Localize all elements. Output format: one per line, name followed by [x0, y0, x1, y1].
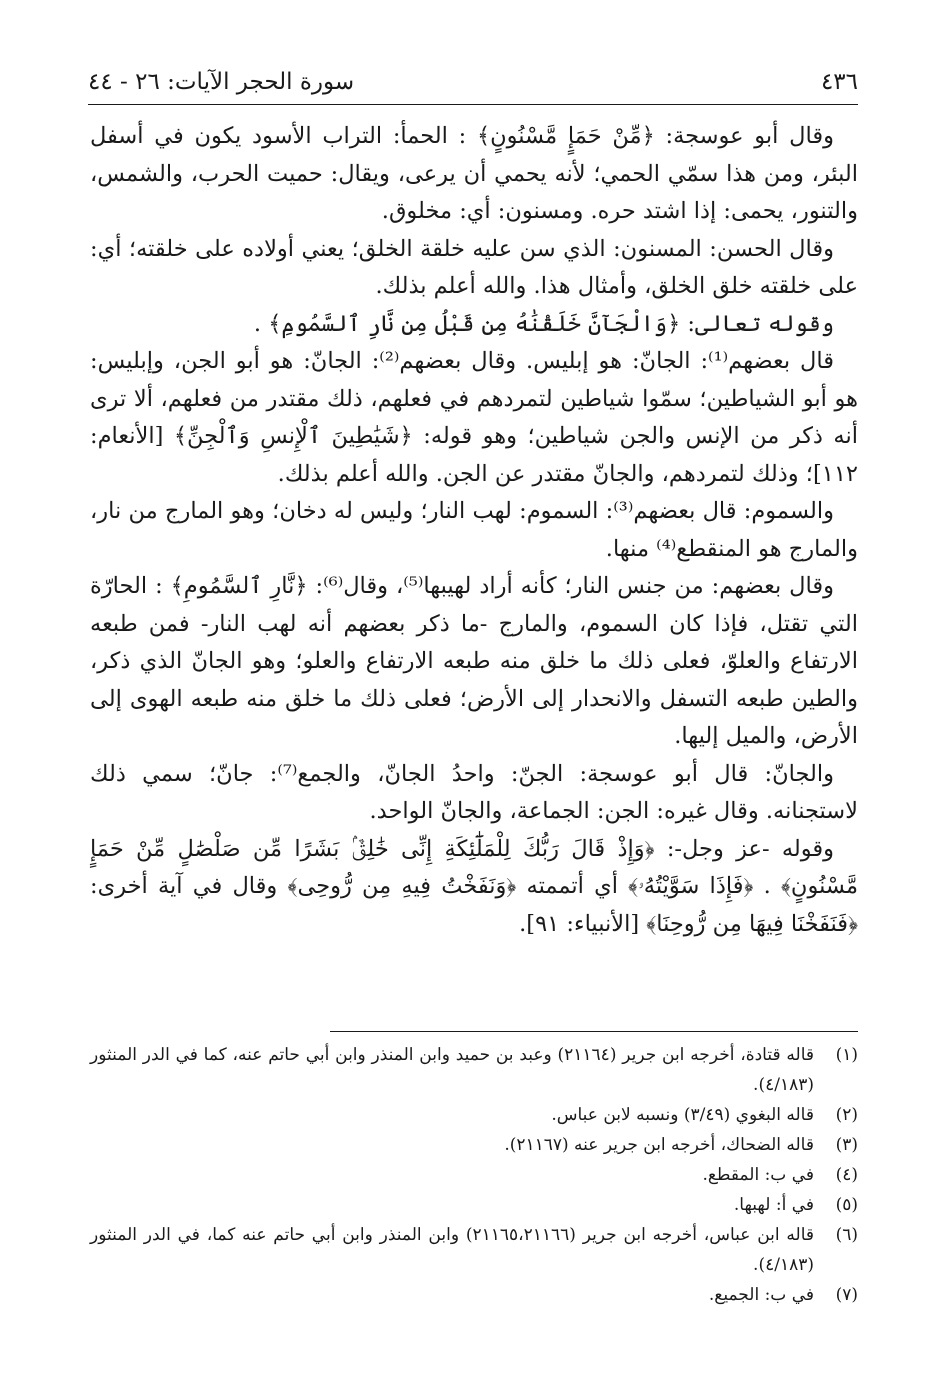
footnote-text: في ب: المقطع. — [702, 1165, 814, 1185]
footnote — [90, 1130, 858, 1160]
footnote-number: (٤) — [835, 1165, 858, 1185]
footnote-number: (٦) — [835, 1225, 858, 1245]
paragraph: وقال الحسن: المسنون: الذي سن عليه خلقة الخلق؛ يعني أولاده على خلقته؛ أي: على خلقته خلق الخلق، وأمثال هذا. والله أعلم بذلك. — [90, 235, 858, 299]
paragraph: وقوله -عز وجل-: ﴿وَإِذْ قَالَ رَبُّكَ لِلْمَلَٰٓئِكَةِ إِنِّى خَٰلِقٌۢ بَشَرًا مِّن صَلْصَٰلٍ مِّنْ حَمَإٍ مَّسْنُونٍ﴾ . ﴿فَإِذَا سَوَّيْتُهُۥ﴾ أي أتممته ﴿وَنَفَخْتُ فِيهِ مِن رُّوحِى﴾ وقال في آية أخرى: ﴿فَنَفَخْنَا فِيهَا مِن رُّوحِنَا﴾ [الأنبياء: ٩١]. — [90, 835, 858, 937]
paragraph: وقوله تعالى: ﴿وَالْجَآنَّ خَلَقْنَٰهُ مِن قَبْلُ مِن نَّارِ ٱلسَّمُومِ﴾ . — [253, 310, 834, 337]
footnote — [90, 1040, 858, 1100]
header-divider — [88, 104, 858, 105]
footnote — [90, 1190, 858, 1220]
footnote-number: (٢) — [835, 1105, 858, 1125]
footnote-number: (٧) — [835, 1285, 858, 1305]
running-title: سورة الحجر الآيات: ٢٦ - ٤٤ — [88, 69, 355, 95]
footnote — [90, 1280, 858, 1310]
page-number: ٤٣٦ — [820, 69, 858, 95]
footnote-divider — [330, 1031, 858, 1032]
footnote-text: قاله قتادة، أخرجه ابن جرير (٢١١٦٤) وعبد بن حميد وابن المنذر وابن أبي حاتم عنه، كما في الدر المنثور (٤/١٨٣). — [90, 1045, 814, 1095]
page-header — [88, 62, 858, 102]
footnotes — [90, 1040, 858, 1310]
footnote — [90, 1100, 858, 1130]
footnote-text: في ب: الجميع. — [708, 1285, 814, 1305]
footnote-number: (١) — [835, 1045, 858, 1065]
footnote-text: في أ: لهبها. — [733, 1195, 814, 1215]
paragraph: وقال أبو عوسجة: ﴿مِّنْ حَمَإٍ مَّسْنُونٍ﴾ : الحمأ: التراب الأسود يكون في أسفل البئر، ومن هذا سمّي الحمي؛ لأنه يحمي أن يرعى، ويقال: حميت الحرب، والشمس، والتنور، يحمى: إذا اشتد حره. ومسنون: أي: مخلوق. — [90, 123, 858, 224]
paragraph: والجانّ: قال أبو عوسجة: الجنّ: واحدُ الجانّ، والجمع⁽⁷⁾: جانّ؛ سمي ذلك لاستجنانه. وقال غيره: الجن: الجماعة، والجانّ الواحد. — [90, 760, 858, 824]
footnote-number: (٣) — [835, 1135, 858, 1155]
footnote-text: قاله ابن عباس، أخرجه ابن جرير (٢١١٦٥،٢١١٦٦) وابن المنذر وابن أبي حاتم عنه كما، في الدر المنثور (٤/١٨٣). — [90, 1225, 814, 1275]
footnote-number: (٥) — [835, 1195, 858, 1215]
main-text — [90, 118, 858, 943]
paragraph: والسموم: قال بعضهم⁽³⁾: السموم: لهب النار؛ وليس له دخان؛ وهو المارج من نار، والمارج هو المنقطع⁽⁴⁾ منها. — [90, 498, 858, 562]
footnote — [90, 1160, 858, 1190]
paragraph: قال بعضهم⁽¹⁾: الجانّ: هو إبليس. وقال بعضهم⁽²⁾: الجانّ: هو أبو الجن، وإبليس: هو أبو الشياطين؛ سمّوا شياطين لتمردهم في فعلهم، ذلك مقتدر من فعلهم، ألا ترى أنه ذكر من الإنس والجن شياطين؛ وهو قوله: ﴿شَيَٰطِينَ ٱلْإِنسِ وَٱلْجِنِّ﴾ [الأنعام: ١١٢]؛ وذلك لتمردهم، والجانّ مقتدر عن الجن. والله أعلم بذلك. — [90, 348, 858, 487]
footnote — [90, 1220, 858, 1280]
paragraph: وقال بعضهم: من جنس النار؛ كأنه أراد لهيبها⁽⁵⁾، وقال⁽⁶⁾: ﴿نَّارِ ٱلسَّمُومِ﴾ : الحارّة التي تقتل، فإذا كان السموم، والمارج -ما ذكر بعضهم أنه لهب النار- فمن طبعه الارتفاع والعلوّ، فعلى ذلك ما خلق منه طبعه الارتفاع والعلو؛ وهو الجانّ الذي ذكر، والطين طبعه التسفل والانحدار إلى الأرض؛ فعلى ذلك ما خلق منه طبعه الهوى إلى الأرض، والميل إليها. — [90, 573, 858, 749]
footnote-text: قاله البغوي (٣/٤٩) ونسبه لابن عباس. — [551, 1105, 814, 1125]
footnote-text: قاله الضحاك، أخرجه ابن جرير عنه (٢١١٦٧). — [504, 1135, 814, 1155]
